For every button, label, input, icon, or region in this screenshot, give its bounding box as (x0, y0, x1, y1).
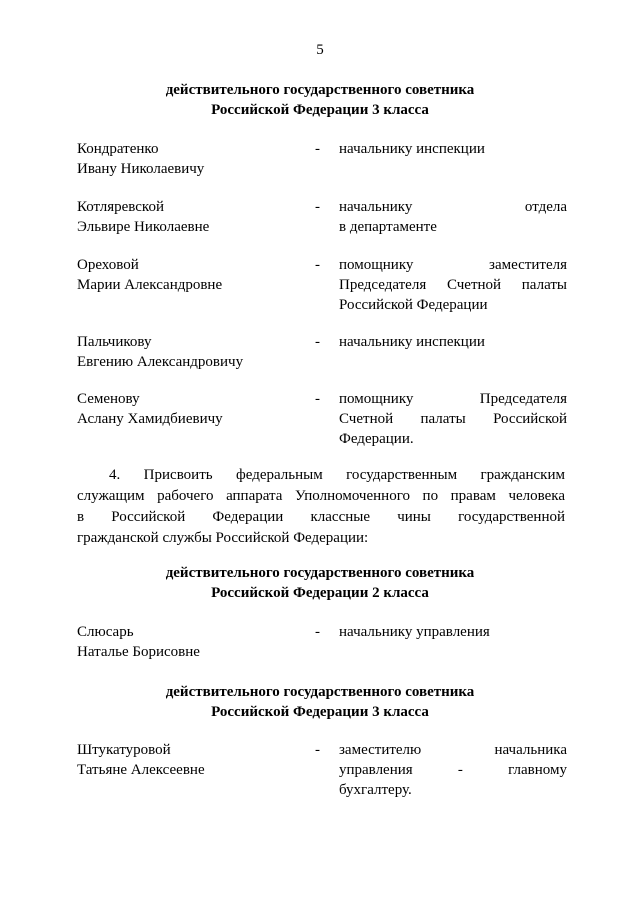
position-line: Председателя Счетной палаты (339, 277, 567, 293)
given-names: Марии Александровне (77, 277, 223, 293)
dash: - (315, 742, 320, 758)
heading-line: действительного государственного советника (165, 565, 475, 581)
person-name (77, 740, 307, 780)
paragraph-line: гражданской службы Российской Федерации: (77, 530, 369, 546)
position-line: начальнику инспекции (339, 141, 485, 157)
position (339, 332, 567, 352)
dash: - (315, 141, 320, 157)
position-line: бухгалтеру. (339, 782, 412, 798)
dash: - (315, 334, 320, 350)
paragraph-line: в Российской Федерации классные чины государственной (77, 509, 565, 525)
dash: - (315, 199, 320, 215)
person-name (77, 197, 307, 237)
position-line: начальнику отдела (339, 199, 567, 215)
person-name (77, 389, 307, 429)
person-name (77, 255, 307, 295)
position-line: начальнику управления (339, 624, 490, 640)
position-line: Федерации. (339, 431, 414, 447)
paragraph-4 (77, 465, 565, 549)
position (339, 139, 567, 159)
heading-line: Российской Федерации 3 класса (211, 102, 429, 118)
surname: Кондратенко (77, 141, 159, 157)
position (339, 389, 567, 449)
position-line: Российской Федерации (339, 297, 488, 313)
position (339, 622, 567, 642)
section3-heading (0, 682, 640, 722)
surname: Котляревской (77, 199, 164, 215)
person-name (77, 139, 307, 179)
person-name (77, 622, 307, 662)
surname: Штукатуровой (77, 742, 171, 758)
surname: Слюсарь (77, 624, 134, 640)
position (339, 197, 567, 237)
heading-line: Российской Федерации 3 класса (211, 704, 429, 720)
given-names: Аслану Хамидбиевичу (77, 411, 223, 427)
position (339, 740, 567, 800)
position-line: заместителю начальника (339, 742, 567, 758)
section2-heading (0, 563, 640, 603)
surname: Семенову (77, 391, 140, 407)
given-names: Ивану Николаевичу (77, 161, 205, 177)
heading-line: действительного государственного советника (165, 82, 475, 98)
heading-line: действительного государственного советника (165, 684, 475, 700)
position-line: Счетной палаты Российской (339, 411, 567, 427)
heading-line: Российской Федерации 2 класса (211, 585, 429, 601)
dash: - (315, 257, 320, 273)
position-line: управления - главному (339, 762, 567, 778)
paragraph-line: служащим рабочего аппарата Уполномоченного по правам человека (77, 488, 565, 504)
page-number: 5 (316, 42, 324, 58)
surname: Ореховой (77, 257, 139, 273)
position-line: помощнику Председателя (339, 391, 567, 407)
section1-heading (0, 80, 640, 120)
given-names: Эльвире Николаевне (77, 219, 210, 235)
position-line: начальнику инспекции (339, 334, 485, 350)
given-names: Татьяне Алексеевне (77, 762, 205, 778)
dash: - (315, 391, 320, 407)
paragraph-line: 4. Присвоить федеральным государственным гражданским (109, 467, 565, 483)
given-names: Наталье Борисовне (77, 644, 200, 660)
dash: - (315, 624, 320, 640)
person-name (77, 332, 307, 372)
given-names: Евгению Александровичу (77, 354, 244, 370)
position-line: в департаменте (339, 219, 437, 235)
position (339, 255, 567, 315)
surname: Пальчикову (77, 334, 152, 350)
position-line: помощнику заместителя (339, 257, 567, 273)
